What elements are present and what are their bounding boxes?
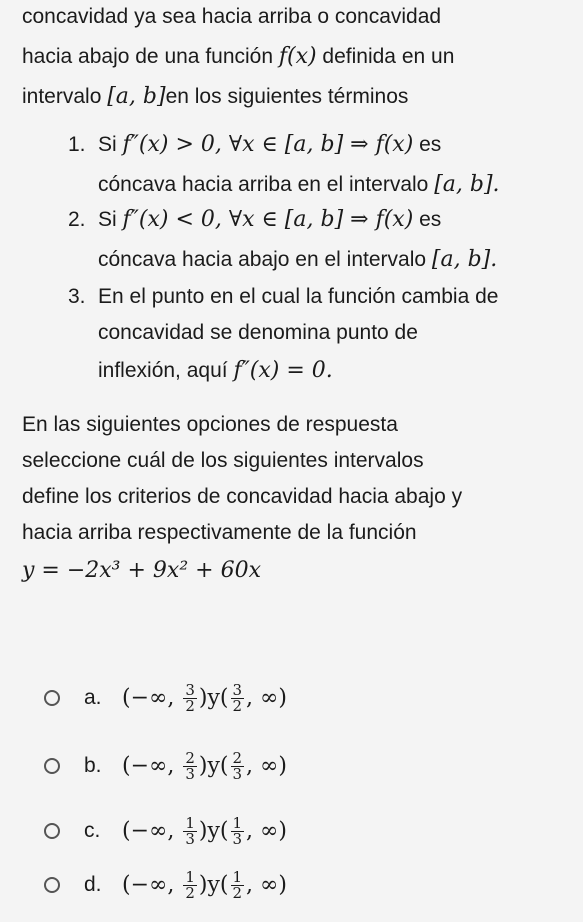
intro-math-interval: [a, b] — [107, 84, 166, 109]
question-line-4: hacia arriba respectivamente de la función — [22, 521, 417, 544]
rule-2-number: 2. — [68, 208, 86, 231]
option-a-mid: )y( — [198, 685, 229, 711]
rule-1-line-1 — [98, 130, 441, 160]
option-c-num-2: 1 — [232, 814, 243, 832]
option-c-expression — [122, 816, 287, 847]
rule-1-es: es — [413, 133, 442, 156]
option-a-den-1: 2 — [185, 697, 195, 715]
option-d-den-1: 2 — [185, 884, 195, 902]
option-d-num-2: 1 — [232, 868, 243, 886]
question-function: y = −2x³ + 9x² + 60x — [22, 558, 261, 583]
intro-text-3a: intervalo — [22, 85, 108, 108]
option-a-den-2: 2 — [232, 697, 243, 715]
rule-3-text: inflexión, aquí — [98, 359, 234, 382]
intro-text-2a: hacia abajo de una función — [22, 45, 279, 68]
option-c-radio[interactable] — [44, 823, 60, 839]
option-d-post: , ∞) — [246, 872, 287, 898]
rule-2-math: f″(x) < 0, ∀x ∈ [a, b] ⇒ f(x) — [122, 207, 414, 232]
option-d-pre: (−∞, — [122, 872, 182, 898]
rule-2-es: es — [413, 208, 442, 231]
option-c-letter: c. — [84, 819, 101, 842]
option-d-num-1: 1 — [185, 868, 195, 886]
option-b-frac-2 — [231, 751, 245, 782]
option-c-den-2: 3 — [232, 830, 243, 848]
rule-1-number: 1. — [68, 133, 86, 156]
option-d-frac-1 — [183, 870, 197, 901]
option-b-expression — [122, 751, 287, 782]
option-b-num-1: 2 — [185, 749, 195, 767]
intro-line-2 — [22, 42, 454, 72]
rule-3-line-2: concavidad se denomina punto de — [98, 321, 418, 344]
option-b-frac-1 — [183, 751, 197, 782]
option-a-post: , ∞) — [246, 685, 287, 711]
intro-math-fx: f(x) — [278, 44, 317, 69]
intro-text-1: concavidad ya sea hacia arriba o concavidad — [22, 5, 442, 28]
rule-2-si: Si — [98, 208, 123, 231]
rule-3-math: f″(x) = 0. — [233, 358, 333, 383]
question-line-3: define los criterios de concavidad hacia abajo y — [22, 485, 463, 508]
option-b-num-2: 2 — [232, 749, 243, 767]
intro-text-2b: definida en un — [316, 45, 455, 68]
option-b-letter: b. — [84, 754, 102, 777]
intro-text-3b: en los siguientes términos — [165, 85, 409, 108]
rule-3-line-1: En el punto en el cual la función cambia de — [98, 285, 499, 308]
option-b-post: , ∞) — [246, 753, 287, 779]
option-b-pre: (−∞, — [122, 753, 182, 779]
option-a-num-2: 3 — [232, 681, 243, 699]
rule-3-number: 3. — [68, 285, 86, 308]
option-c-den-1: 3 — [185, 830, 195, 848]
rule-3-line-3 — [98, 356, 333, 386]
intro-line-3 — [22, 82, 408, 112]
rule-2-line-2 — [98, 245, 497, 275]
option-d-mid: )y( — [198, 872, 229, 898]
option-a-frac-2 — [231, 683, 245, 714]
option-c-num-1: 1 — [185, 814, 195, 832]
rule-1-si: Si — [98, 133, 123, 156]
option-c-mid: )y( — [198, 818, 229, 844]
rule-1-interval: [a, b]. — [434, 172, 500, 197]
option-b-den-2: 3 — [232, 765, 243, 783]
option-a-letter: a. — [84, 686, 102, 709]
option-d-expression — [122, 870, 287, 901]
rule-1-cont: cóncava hacia arriba en el intervalo — [98, 173, 435, 196]
option-c-pre: (−∞, — [122, 818, 182, 844]
rule-2-cont: cóncava hacia abajo en el intervalo — [98, 248, 432, 271]
question-line-2: seleccione cuál de los siguientes intervalos — [22, 449, 424, 472]
rule-1-math: f″(x) > 0, ∀x ∈ [a, b] ⇒ f(x) — [122, 132, 414, 157]
option-a-expression — [122, 683, 287, 714]
question-line-1: En las siguientes opciones de respuesta — [22, 413, 398, 436]
option-a-pre: (−∞, — [122, 685, 182, 711]
option-c-post: , ∞) — [246, 818, 287, 844]
option-a-radio[interactable] — [44, 690, 60, 706]
option-d-radio[interactable] — [44, 877, 60, 893]
option-c-frac-1 — [183, 816, 197, 847]
option-a-frac-1 — [183, 683, 197, 714]
rule-2-line-1 — [98, 205, 441, 235]
option-d-den-2: 2 — [232, 884, 243, 902]
option-b-radio[interactable] — [44, 758, 60, 774]
rule-1-line-2 — [98, 170, 500, 200]
option-d-frac-2 — [231, 870, 245, 901]
rule-2-interval: [a, b]. — [431, 247, 498, 272]
option-c-frac-2 — [231, 816, 245, 847]
option-a-num-1: 3 — [185, 681, 195, 699]
option-b-mid: )y( — [198, 753, 229, 779]
option-d-letter: d. — [84, 873, 102, 896]
option-b-den-1: 3 — [185, 765, 195, 783]
intro-line-1 — [22, 2, 441, 32]
